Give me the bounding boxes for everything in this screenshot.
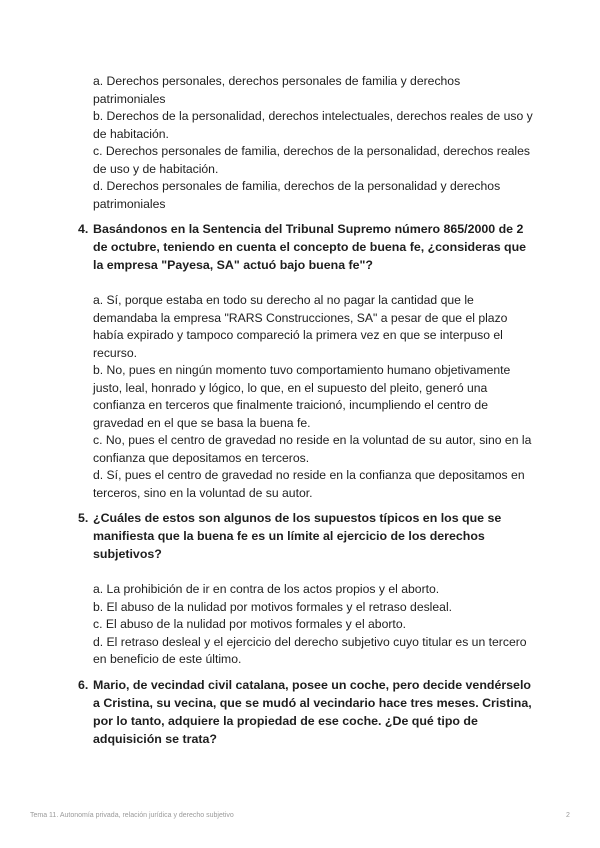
question-6-text: Mario, de vecindad civil catalana, posee un coche, pero decide vendérselo a Cristina, su vecina, que se mudó al vecindario hace tres meses. Cristina, por lo tanto, adquiere la propiedad de ese coche. ¿De qué tipo de adquisición se trata? [93, 677, 532, 746]
q5-option-b: b. El abuso de la nulidad por motivos formales y el retraso desleal. [93, 599, 453, 614]
q3-options [93, 73, 533, 213]
q4-option-d: d. Sí, pues el centro de gravedad no reside en la confianza que depositamos en terceros, sino en la voluntad de su autor. [93, 468, 525, 500]
question-5 [78, 509, 533, 563]
question-4-text: Basándonos en la Sentencia del Tribunal Supremo número 865/2000 de 2 de octubre, teniendo en cuenta el concepto de buena fe, ¿consideras que la empresa "Payesa, SA" actuó bajo buena fe"? [93, 222, 527, 272]
q4-option-c: c. No, pues el centro de gravedad no reside en la voluntad de su autor, sino en la confianza que depositamos en terceros. [93, 433, 532, 465]
q3-option-a: a. Derechos personales, derechos personales de familia y derechos patrimoniales [93, 74, 461, 106]
question-5-number: 5. [78, 511, 89, 525]
question-5-text: ¿Cuáles de estos son algunos de los supuestos típicos en los que se manifiesta que la buena fe es un límite al ejercicio de los derechos subjetivos? [93, 511, 502, 561]
q5-options [93, 581, 533, 669]
question-6 [78, 676, 533, 748]
q5-option-a: a. La prohibición de ir en contra de los actos propios y el aborto. [93, 582, 440, 596]
page-number: 2 [566, 812, 570, 819]
q4-option-a: a. Sí, porque estaba en todo su derecho al no pagar la cantidad que le demandaba la empresa "RARS Construcciones, SA" a pesar de que el plazo había expirado y tampoco compareció la primera vez en que se interpuso el recurso. [93, 293, 508, 360]
footer-title: Tema 11. Autonomía privada, relación jurídica y derecho subjetivo [30, 812, 234, 819]
q3-option-c: c. Derechos personales de familia, derechos de la personalidad, derechos reales de uso y de habitación. [93, 144, 530, 176]
question-4-number: 4. [78, 222, 89, 236]
question-4 [78, 220, 533, 274]
q4-option-b: b. No, pues en ningún momento tuvo comportamiento humano objetivamente justo, leal, honrado y lógico, lo que, en el supuesto del pleito, generó una confianza en terceros que finalmente traicionó, incumpliendo el centro de gravedad en el que se basa la buena fe. [93, 363, 511, 430]
q3-option-b: b. Derechos de la personalidad, derechos intelectuales, derechos reales de uso y de habitación. [93, 109, 533, 141]
q5-option-d: d. El retraso desleal y el ejercicio del derecho subjetivo cuyo titular es un tercero en beneficio de este último. [93, 634, 527, 666]
q3-option-d: d. Derechos personales de familia, derechos de la personalidad y derechos patrimoniales [93, 179, 501, 211]
question-list [78, 73, 533, 748]
q5-option-c: c. El abuso de la nulidad por motivos formales y el aborto. [93, 617, 406, 631]
question-6-number: 6. [78, 677, 89, 692]
q4-options [93, 292, 533, 502]
